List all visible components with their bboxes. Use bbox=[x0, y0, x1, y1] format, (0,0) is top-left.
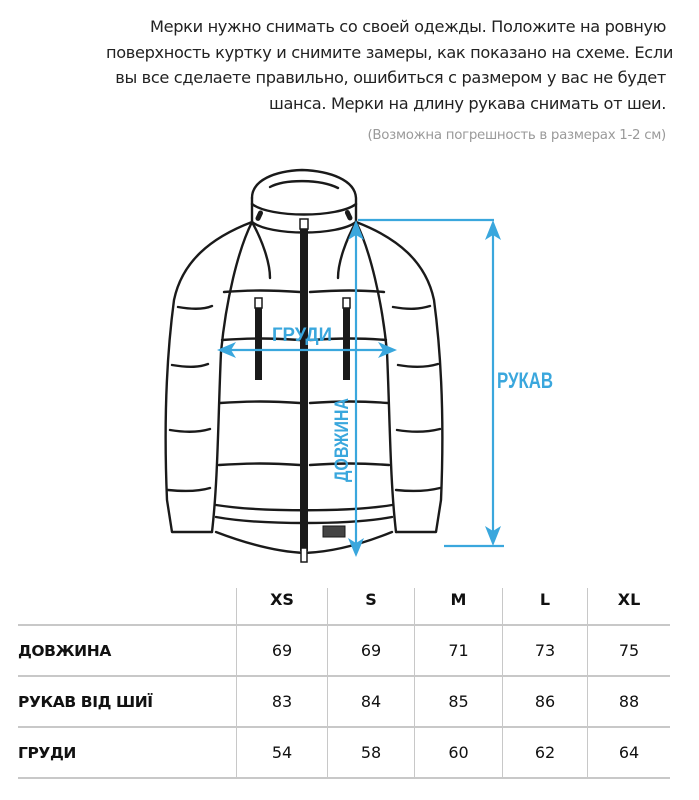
size-header: M bbox=[415, 588, 503, 625]
collar-vent bbox=[255, 210, 264, 222]
main-zipper bbox=[300, 219, 308, 562]
table-row bbox=[18, 676, 670, 727]
table-cell: 83 bbox=[237, 676, 328, 727]
sleeve-arrow bbox=[358, 220, 504, 546]
table-cell: 73 bbox=[503, 625, 588, 676]
size-header: S bbox=[328, 588, 415, 625]
table-cell: 62 bbox=[503, 727, 588, 778]
table-cell: 69 bbox=[237, 625, 328, 676]
chest-label: ГРУДИ bbox=[272, 325, 332, 346]
intro-line: вы все сделаете правильно, ошибиться с размером у вас не будет bbox=[115, 68, 666, 87]
table-cell: 71 bbox=[415, 625, 503, 676]
table-cell: 84 bbox=[328, 676, 415, 727]
intro-line: поверхность куртку и снимите замеры, как показано на схеме. Если bbox=[106, 42, 673, 62]
size-table bbox=[18, 588, 670, 779]
intro-line: шанса. Мерки на длину рукава снимать от шеи. bbox=[268, 93, 666, 113]
jacket-measurement-diagram bbox=[0, 160, 699, 580]
table-cell: 69 bbox=[328, 625, 415, 676]
table-cell: 75 bbox=[588, 625, 671, 676]
tolerance-note: (Возможна погрешность в размерах 1-2 см) bbox=[367, 128, 666, 143]
intro-text bbox=[106, 14, 673, 116]
size-table-header bbox=[18, 588, 670, 625]
pocket-zipper-right bbox=[343, 298, 350, 380]
brand-patch bbox=[323, 526, 345, 537]
row-label: РУКАВ ВІД ШИЇ bbox=[18, 676, 237, 727]
row-label: ДОВЖИНА bbox=[18, 625, 237, 676]
table-cell: 88 bbox=[588, 676, 671, 727]
table-cell: 58 bbox=[328, 727, 415, 778]
size-header: L bbox=[503, 588, 588, 625]
intro-line: Мерки нужно снимать со своей одежды. Положите на ровную bbox=[150, 17, 666, 36]
header-empty-cell bbox=[18, 588, 237, 625]
table-row bbox=[18, 625, 670, 676]
collar-vent bbox=[344, 209, 353, 221]
size-header: XL bbox=[588, 588, 671, 625]
sleeve-label: РУКАВ bbox=[497, 368, 553, 393]
table-row bbox=[18, 727, 670, 778]
length-label: ДОВЖИНА bbox=[332, 382, 353, 482]
table-cell: 54 bbox=[237, 727, 328, 778]
table-cell: 85 bbox=[415, 676, 503, 727]
table-cell: 86 bbox=[503, 676, 588, 727]
pocket-zipper-left bbox=[255, 298, 262, 380]
row-label: ГРУДИ bbox=[18, 727, 237, 778]
table-cell: 60 bbox=[415, 727, 503, 778]
table-cell: 64 bbox=[588, 727, 671, 778]
length-arrow bbox=[348, 220, 364, 557]
size-header: XS bbox=[237, 588, 328, 625]
